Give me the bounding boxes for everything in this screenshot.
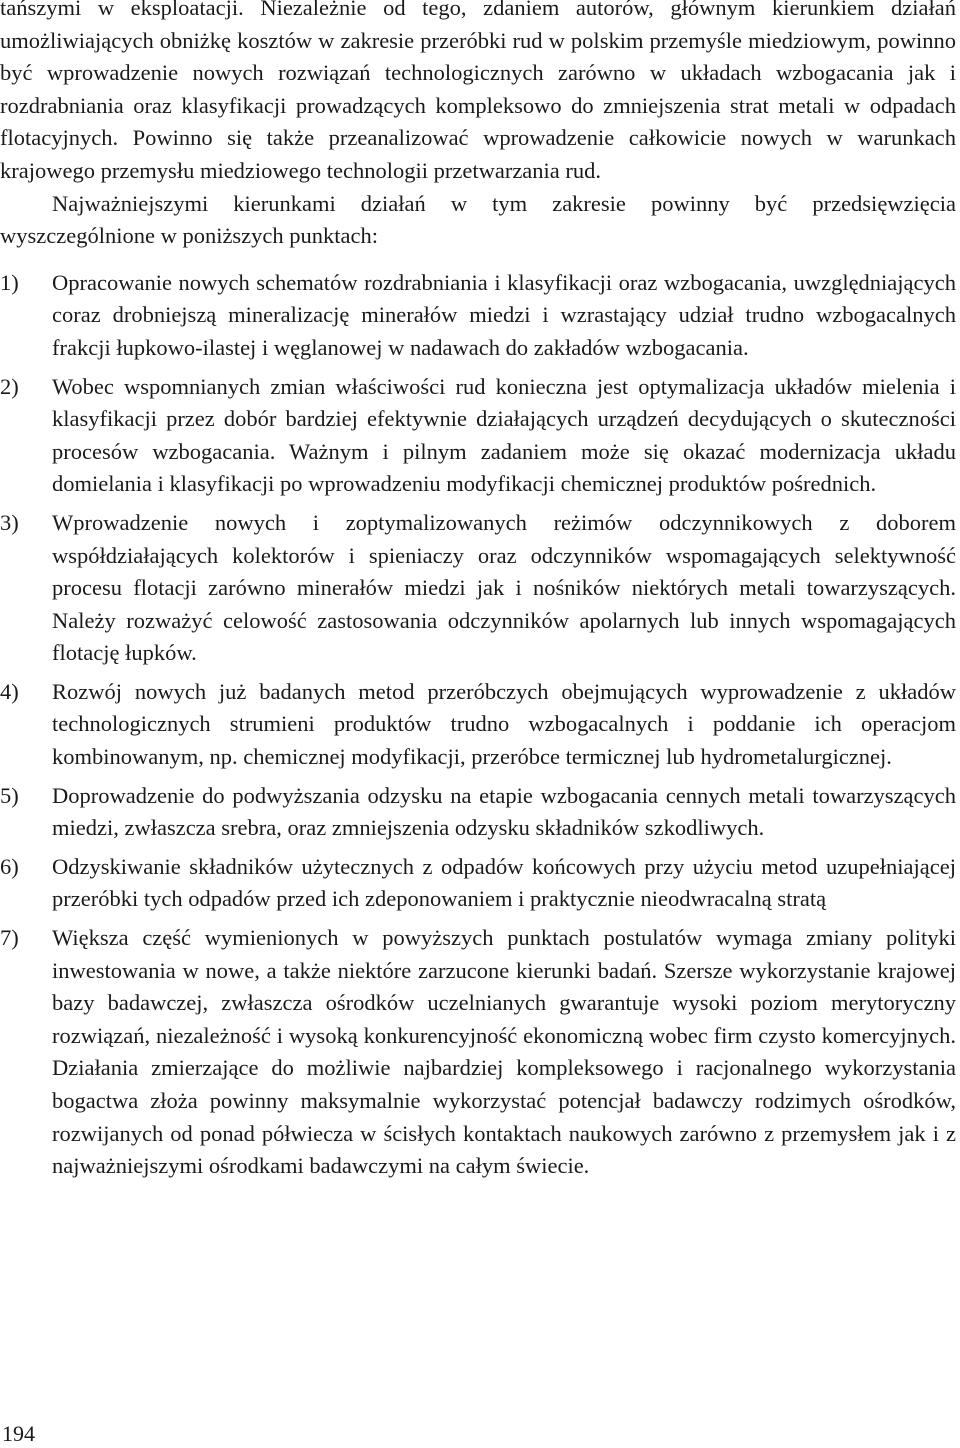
list-item [0, 851, 956, 916]
list-item-text: Doprowadzenie do podwyższania odzysku na etapie wzbogacania cennych metali towarzyszących miedzi, zwłaszcza srebra, oraz zmniejszenia odzysku składników szkodliwych. [52, 782, 956, 841]
list-item-number: 1) [0, 269, 19, 295]
list-item-number: 6) [0, 853, 19, 879]
list-item-number: 3) [0, 509, 19, 535]
list-item-text: Odzyskiwanie składników użytecznych z odpadów końcowych przy użyciu metod uzupełniającej przeróbki tych odpadów przed ich zdeponowaniem i praktycznie nieodwracalną stratą [52, 853, 956, 912]
list-item [0, 371, 956, 501]
list-item-number: 7) [0, 925, 19, 951]
lead-paragraph-text: Najważniejszymi kierunkami działań w tym zakresie powinny być przedsięwzięcia wyszczególnione w poniższych punktach: [0, 190, 956, 249]
intro-paragraph-text: tańszymi w eksploatacji. Niezależnie od tego, zdaniem autorów, głównym kierunkiem działań umożliwiających obniżkę kosztów w zakresie przeróbki rud w polskim przemyśle miedziowym, powinno być wprowadzenie nowych rozwiązań technologicznych zarówno w układach wzbogacania jak i rozdrabniania oraz klasyfikacji prowadzących kompleksowo do zmniejszenia strat metali w odpadach flotacyjnych. Powinno się także przeanalizować wprowadzenie całkowicie nowych w warunkach krajowego przemysłu miedziowego technologii przetwarzania rud. [0, 0, 956, 183]
list-item [0, 507, 956, 670]
recommendations-list [0, 267, 956, 1183]
list-item-number: 4) [0, 678, 19, 704]
list-item-text: Większa część wymienionych w powyższych punktach postulatów wymaga zmiany polityki inwestowania w nowe, a także niektóre zarzucone kierunki badań. Szersze wykorzystanie krajowej bazy badawczej, zwłaszcza ośrodków uczelnianych gwarantuje wysoki poziom merytoryczny rozwiązań, niezależność i wysoką konkurencyjność ekonomiczną wobec firm czysto komercyjnych. Działania zmierzające do możliwie najbardziej kompleksowego i racjonalnego wykorzystania bogactwa złoża powinny maksymalnie wykorzystać potencjał badawczy rodzimych ośrodków, rozwijanych od ponad półwiecza w ścisłych kontaktach naukowych zarówno z przemysłem jak i z najważniejszymi ośrodkami badawczymi na całym świecie. [52, 925, 956, 1179]
list-item [0, 780, 956, 845]
list-item [0, 922, 956, 1183]
list-item [0, 676, 956, 774]
list-item-text: Wprowadzenie nowych i zoptymalizowanych reżimów odczynnikowych z doborem współdziałających kolektorów i spieniaczy oraz odczynników wspomagających selektywność procesu flotacji zarówno minerałów miedzi jak i nośników niektórych metali towarzyszących. Należy rozważyć celowość zastosowania odczynników apolarnych lub innych wspomagających flotację łupków. [52, 509, 956, 666]
intro-paragraph [0, 0, 956, 188]
list-item-text: Opracowanie nowych schematów rozdrabniania i klasyfikacji oraz wzbogacania, uwzględniających coraz drobniejszą mineralizację minerałów miedzi i wzrastający udział trudno wzbogacalnych frakcji łupkowo-ilastej i węglanowej w nadawach do zakładów wzbogacania. [52, 269, 956, 360]
lead-paragraph [0, 188, 956, 253]
list-item-number: 5) [0, 782, 19, 808]
list-item [0, 267, 956, 365]
list-item-number: 2) [0, 373, 19, 399]
list-item-text: Wobec wspomnianych zmian właściwości rud konieczna jest optymalizacja układów mielenia i klasyfikacji przez dobór bardziej efektywnie działających urządzeń decydujących o skuteczności procesów wzbogacania. Ważnym i pilnym zadaniem może się okazać modernizacja układu domielania i klasyfikacji po wprowadzeniu modyfikacji chemicznej produktów pośrednich. [52, 373, 956, 497]
list-item-text: Rozwój nowych już badanych metod przeróbczych obejmujących wyprowadzenie z układów technologicznych strumieni produktów trudno wzbogacalnych i poddanie ich operacjom kombinowanym, np. chemicznej modyfikacji, przeróbce termicznej lub hydrometalurgicznej. [52, 678, 956, 770]
page-number: 194 [2, 1421, 35, 1446]
